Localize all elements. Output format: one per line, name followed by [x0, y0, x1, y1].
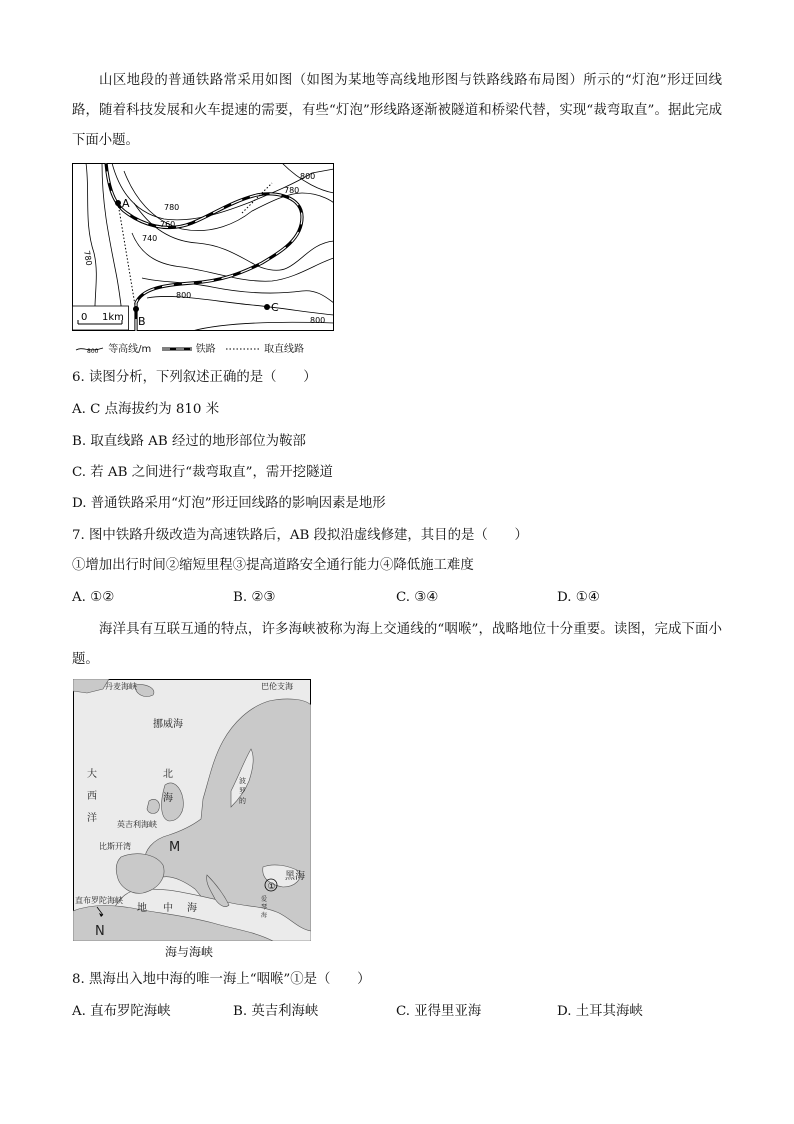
svg-text:M: M	[169, 840, 181, 855]
q6-option-a[interactable]: A. C 点海拔约为 810 米	[72, 402, 220, 417]
svg-text:中: 中	[163, 903, 173, 914]
svg-text:800: 800	[87, 348, 99, 354]
svg-text:英吉利海峡: 英吉利海峡	[117, 820, 157, 829]
svg-text:丹麦海峡: 丹麦海峡	[105, 682, 137, 691]
svg-text:800: 800	[310, 316, 326, 325]
svg-text:直布罗陀海峡: 直布罗陀海峡	[75, 896, 123, 905]
svg-text:760: 760	[160, 220, 176, 229]
svg-text:海: 海	[261, 912, 268, 919]
svg-text:海: 海	[163, 793, 173, 804]
svg-text:比斯开湾: 比斯开湾	[99, 842, 131, 851]
svg-text:北: 北	[163, 769, 173, 780]
point-a	[115, 200, 121, 206]
svg-text:波: 波	[239, 777, 246, 785]
intro-paragraph-2: 海洋具有互联互通的特点，许多海峡被称为海上交通线的“咽喉”，战略地位十分重要。读图，完成下面小题。	[72, 622, 722, 667]
q8-option-b[interactable]: B. 英吉利海峡	[233, 1004, 319, 1019]
svg-text:800: 800	[176, 291, 192, 300]
svg-text:西: 西	[87, 791, 97, 802]
svg-text:1km: 1km	[102, 312, 124, 323]
svg-text:800: 800	[300, 172, 316, 181]
svg-text:大: 大	[87, 769, 97, 780]
svg-text:780: 780	[284, 186, 300, 195]
q6-stem: 6. 读图分析，下列叙述正确的是（ ）	[72, 370, 317, 385]
svg-text:0: 0	[81, 312, 88, 323]
q6-option-d[interactable]: D. 普通铁路采用“灯泡”形迂回线路的影响因素是地形	[72, 496, 386, 511]
q6-option-b[interactable]: B. 取直线路 AB 经过的地形部位为鞍部	[72, 434, 306, 449]
svg-text:黑海: 黑海	[285, 871, 305, 882]
svg-text:爱: 爱	[261, 896, 268, 903]
europe-map	[73, 679, 311, 941]
q7-option-d[interactable]: D. ①④	[557, 590, 600, 605]
q8-stem: 8. 黑海出入地中海的唯一海上“咽喉”①是（ ）	[72, 972, 371, 987]
q8-option-d[interactable]: D. 土耳其海峡	[557, 1004, 643, 1019]
svg-text:N: N	[95, 924, 105, 939]
label-b: B	[138, 315, 146, 328]
svg-text:地: 地	[137, 903, 147, 914]
svg-text:的: 的	[239, 797, 246, 805]
map-caption: 海与海峡	[165, 945, 214, 959]
svg-text:780: 780	[82, 249, 94, 267]
label-c: C	[271, 301, 279, 314]
q8-option-a[interactable]: A. 直布罗陀海峡	[72, 1004, 171, 1019]
point-b	[133, 306, 139, 312]
label-a: A	[122, 197, 130, 210]
q7-option-b[interactable]: B. ②③	[233, 590, 276, 605]
q7-stem: 7. 图中铁路升级改造为高速铁路后，AB 段拟沿虚线修建，其目的是（ ）	[72, 528, 528, 543]
scale-bar	[73, 306, 129, 330]
q7-option-a[interactable]: A. ①②	[72, 590, 115, 605]
svg-text:琴: 琴	[261, 904, 268, 911]
q8-option-c[interactable]: C. 亚得里亚海	[396, 1004, 482, 1019]
intro-paragraph-1: 山区地段的普通铁路常采用如图（如图为某地等高线地形图与铁路线路布局图）所示的“灯泡”形迂回线路，随着科技发展和火车提速的需要，有些“灯泡”形线路逐渐被隧道和桥梁代替，实现“裁弯取直”。据此完成下面小题。	[72, 73, 722, 148]
contour-map	[72, 163, 334, 331]
svg-text:洋: 洋	[87, 813, 97, 824]
svg-text:巴伦支海: 巴伦支海	[261, 682, 293, 691]
svg-text:780: 780	[164, 203, 180, 212]
point-c	[264, 304, 270, 310]
q6-option-c[interactable]: C. 若 AB 之间进行“裁弯取直”，需开挖隧道	[72, 465, 333, 480]
svg-text:挪威海: 挪威海	[153, 719, 183, 730]
q7-items: ①增加出行时间②缩短里程③提高道路安全通行能力④降低施工难度	[72, 558, 474, 573]
svg-text:740: 740	[142, 234, 158, 243]
svg-text:①: ①	[267, 882, 276, 892]
q7-option-c[interactable]: C. ③④	[396, 590, 439, 605]
svg-text:罗: 罗	[239, 787, 246, 795]
map-legend: 800 等高线/m 铁路 取直线路	[75, 340, 304, 355]
svg-text:海: 海	[187, 903, 197, 914]
